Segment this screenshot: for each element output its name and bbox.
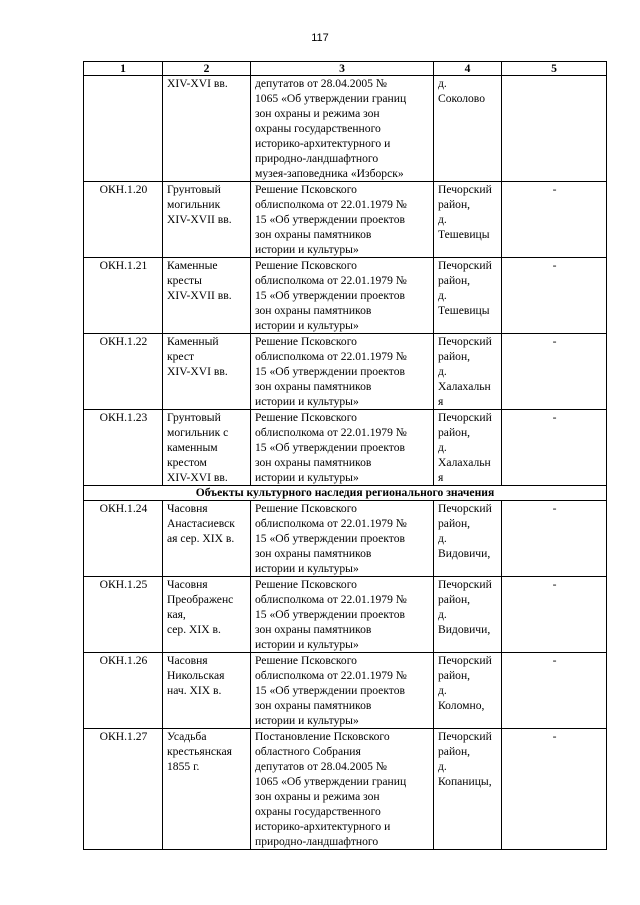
section-heading-row [84, 486, 607, 501]
legal-document-cell: Решение Псковского облисполкома от 22.01.1979 № 15 «Об утверждении проектов зон охраны памятников истории и культуры» [251, 501, 434, 577]
legal-document-cell: Решение Псковского облисполкома от 22.01.1979 № 15 «Об утверждении проектов зон охраны памятников истории и культуры» [251, 258, 434, 334]
object-name-cell: Грунтовый могильник XIV-XVII вв. [163, 182, 251, 258]
note-cell: - [502, 334, 607, 410]
legal-document-cell: депутатов от 28.04.2005 № 1065 «Об утверждении границ зон охраны и режима зон охраны государственного историко-архитектурного и природно-ландшафтного музея-заповедника «Изборск» [251, 76, 434, 182]
location-cell: Печорский район, д. Видовичи, [434, 501, 502, 577]
location-cell: Печорский район, д. Тешевицы [434, 182, 502, 258]
table-row [84, 258, 607, 334]
note-cell: - [502, 653, 607, 729]
object-id-cell [84, 76, 163, 182]
table-header-row [84, 62, 607, 76]
object-id-cell: ОКН.1.23 [84, 410, 163, 486]
object-id-cell: ОКН.1.24 [84, 501, 163, 577]
location-cell: Печорский район, д. Халахальн я [434, 410, 502, 486]
legal-document-cell: Решение Псковского облисполкома от 22.01.1979 № 15 «Об утверждении проектов зон охраны памятников истории и культуры» [251, 577, 434, 653]
legal-document-cell: Решение Псковского облисполкома от 22.01.1979 № 15 «Об утверждении проектов зон охраны памятников истории и культуры» [251, 653, 434, 729]
object-name-cell: Часовня Анастасиевск ая сер. XIX в. [163, 501, 251, 577]
location-cell: д. Соколово [434, 76, 502, 182]
location-cell: Печорский район, д. Копаницы, [434, 729, 502, 850]
table-row [84, 182, 607, 258]
object-name-cell: Каменный крест XIV-XVI вв. [163, 334, 251, 410]
column-header: 5 [502, 62, 607, 76]
table-row [84, 653, 607, 729]
object-name-cell: Каменные кресты XIV-XVII вв. [163, 258, 251, 334]
note-cell: - [502, 729, 607, 850]
object-name-cell: Часовня Преображенс кая, сер. XIX в. [163, 577, 251, 653]
legal-document-cell: Постановление Псковского областного Собрания депутатов от 28.04.2005 № 1065 «Об утверждении границ зон охраны и режима зон охраны государственного историко-архитектурного и природно-ландшафтного [251, 729, 434, 850]
object-id-cell: ОКН.1.21 [84, 258, 163, 334]
table-row [84, 577, 607, 653]
location-cell: Печорский район, д. Коломно, [434, 653, 502, 729]
object-id-cell: ОКН.1.25 [84, 577, 163, 653]
column-header: 1 [84, 62, 163, 76]
note-cell: - [502, 182, 607, 258]
table-row [84, 76, 607, 182]
heritage-register-table [83, 61, 607, 850]
note-cell [502, 76, 607, 182]
column-header: 4 [434, 62, 502, 76]
object-name-cell: XIV-XVI вв. [163, 76, 251, 182]
location-cell: Печорский район, д. Видовичи, [434, 577, 502, 653]
note-cell: - [502, 501, 607, 577]
object-name-cell: Грунтовый могильник с каменным крестом XIV-XVI вв. [163, 410, 251, 486]
column-header: 2 [163, 62, 251, 76]
table-row [84, 334, 607, 410]
note-cell: - [502, 258, 607, 334]
section-title: Объекты культурного наследия регионального значения [84, 486, 607, 501]
legal-document-cell: Решение Псковского облисполкома от 22.01.1979 № 15 «Об утверждении проектов зон охраны памятников истории и культуры» [251, 334, 434, 410]
legal-document-cell: Решение Псковского облисполкома от 22.01.1979 № 15 «Об утверждении проектов зон охраны памятников истории и культуры» [251, 182, 434, 258]
object-id-cell: ОКН.1.20 [84, 182, 163, 258]
column-header: 3 [251, 62, 434, 76]
note-cell: - [502, 410, 607, 486]
legal-document-cell: Решение Псковского облисполкома от 22.01.1979 № 15 «Об утверждении проектов зон охраны памятников истории и культуры» [251, 410, 434, 486]
object-id-cell: ОКН.1.26 [84, 653, 163, 729]
object-name-cell: Часовня Никольская нач. XIX в. [163, 653, 251, 729]
location-cell: Печорский район, д. Халахальн я [434, 334, 502, 410]
note-cell: - [502, 577, 607, 653]
table-row [84, 410, 607, 486]
table-row [84, 729, 607, 850]
object-id-cell: ОКН.1.22 [84, 334, 163, 410]
object-id-cell: ОКН.1.27 [84, 729, 163, 850]
location-cell: Печорский район, д. Тешевицы [434, 258, 502, 334]
page-number: 117 [311, 32, 329, 44]
table-row [84, 501, 607, 577]
object-name-cell: Усадьба крестьянская 1855 г. [163, 729, 251, 850]
